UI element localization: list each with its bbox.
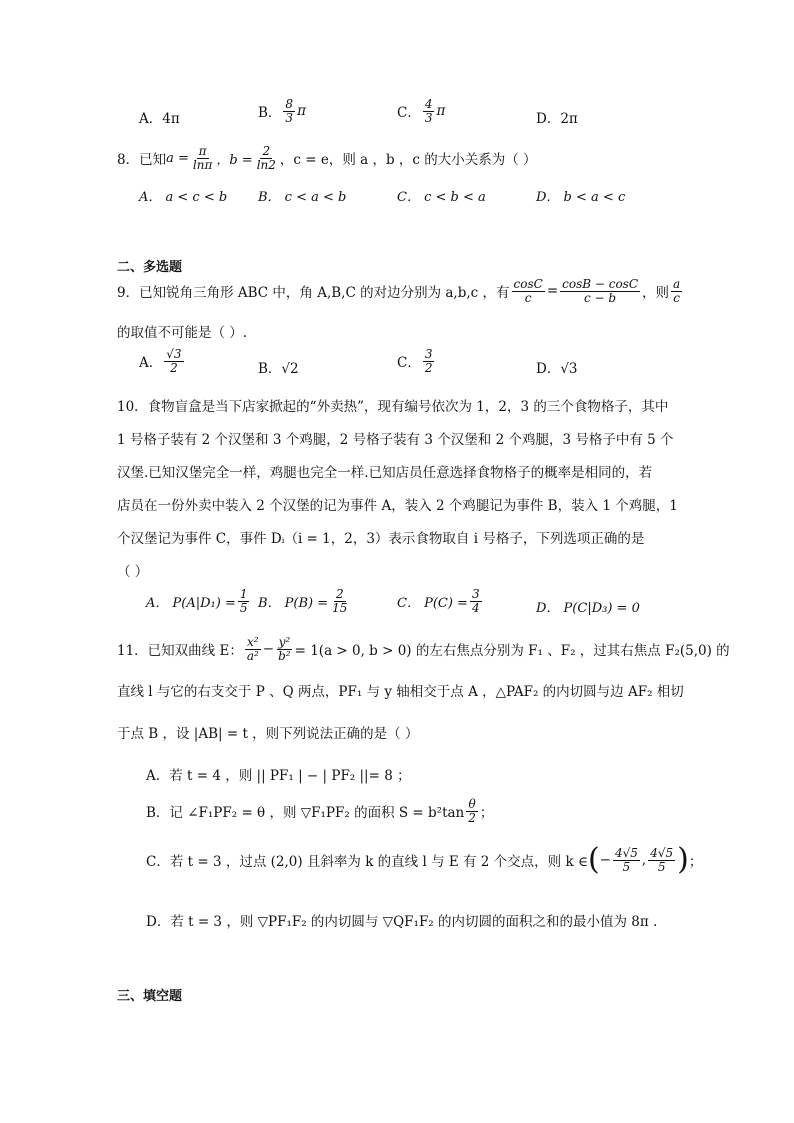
q10-line4: 店员在一份外卖中装入 2 个汉堡的记为事件 A，装入 2 个鸡腿记为事件 B，装入 1 个鸡腿，1 (117, 498, 678, 514)
q11-option-d: D．若 t = 3 ，则 ▽PF₁F₂ 的内切圆与 ▽QF₁F₂ 的内切圆的面积之和的最小值为 8π . (146, 914, 658, 930)
q10-line5: 个汉堡记为事件 C，事件 Dᵢ（i = 1，2，3）表示食物取自 i 号格子，下列选项正确的是 (117, 531, 645, 547)
q8-option-b: B． c < a < b (258, 190, 347, 205)
fraction: $\frac{\text{x²}}{\text{a²}}$ (246, 635, 259, 663)
fraction: $\frac{8}{3}$ (285, 97, 294, 125)
fraction: $\frac{2}{15}$ (332, 587, 348, 615)
q9-option-a: A． $\frac{√3}{2}$ (139, 347, 182, 375)
q11-line2: 直线 l 与它的右支交于 P 、Q 两点，PF₁ 与 y 轴相交于点 A ，△PAF₂ 的内切圆与边 AF₂ 相切 (117, 684, 684, 700)
fraction: $\frac{\cos C}{c}$ (513, 277, 543, 305)
q10-line3: 汉堡.已知汉堡完全一样，鸡腿也完全一样.已知店员任意选择食物格子的概率是相同的，若 (117, 465, 653, 481)
fraction: $\frac{4√5}{5}$ (650, 845, 674, 874)
q9-option-c: C． $\frac{3}{2}$ (397, 347, 433, 375)
q10-option-a: A． P(A|D₁) = $\frac{1}{5}$ (146, 587, 248, 615)
q10-line1: 10．食物盲盒是当下店家掀起的“外卖热”，现有编号依次为 1，2，3 的三个食物格子，其中 (117, 399, 669, 415)
fraction: $\frac{4√5}{5}$ (614, 845, 638, 874)
q10-line2: 1 号格子装有 2 个汉堡和 3 个鸡腿，2 号格子装有 3 个汉堡和 2 个鸡腿，3 号格子中有 5 个 (117, 432, 674, 448)
fraction: $\frac{4}{3}$ (424, 97, 433, 125)
fraction: $\frac{\cos B - \cos C}{c - b}$ (562, 277, 639, 305)
q8-option-d: D． b < a < c (536, 190, 626, 205)
q10-option-b: B． P(B) = $\frac{2}{15}$ (258, 587, 348, 615)
q8-option-a: A． a < c < b (139, 190, 228, 205)
q11-option-a: A．若 t = 4 ，则 || PF₁ | − | PF₂ ||= 8 ； (146, 768, 411, 784)
q10-option-d: D． P(C|D₃) = 0 (536, 601, 640, 616)
q11-option-b: B．记 ∠F₁PF₂ = θ ，则 ▽F₁PF₂ 的面积 S = b²tan $\frac{\theta}{2}$ ； (146, 797, 494, 825)
fraction: $\frac{1}{5}$ (239, 587, 248, 615)
q9-stem: 9．已知锐角三角形 ABC 中，角 A,B,C 的对边分别为 a,b,c ，有 $\frac{\cos C}{c}$ = $\frac{\cos B - \cos C}{c - b}$ ，则 $\frac{a}{c}$ (117, 277, 681, 305)
fraction: $\frac{2}{\ln 2}$ (256, 144, 276, 172)
fraction: $\frac{a}{c}$ (673, 277, 681, 305)
q7-option-b: B． $\frac{8}{3}$ π (258, 97, 306, 125)
fraction: $\frac{3}{4}$ (471, 587, 480, 615)
q8-stem: 8．已知 a = $\frac{\pi}{\ln\pi}$ ，b = $\frac{2}{\ln 2}$ ，c = e，则 a ，b ，c 的大小关系为（ ） (117, 144, 537, 172)
q10-line6: （ ） (117, 564, 149, 580)
q11-line3: 于点 B ，设 |AB| = t ，则下列说法正确的是（ ） (117, 726, 419, 742)
q7-option-a: A．4π (139, 111, 180, 127)
q9-option-b: B．√2 (258, 361, 299, 377)
q7-option-d: D．2π (536, 111, 578, 127)
fraction: $\frac{\pi}{\ln\pi}$ (192, 144, 213, 172)
q11-stem: 11．已知双曲线 E： $\frac{\text{x²}}{\text{a²}}$ − $\frac{\text{y²}}{\text{b²}}$ = 1(a > 0, b > 0) 的左右焦点分别为 F₁ 、F₂ ，过其右焦点 F₂(5,0) 的 (117, 635, 730, 663)
q8-option-c: C． c < b < a (397, 190, 486, 205)
q10-option-c: C． P(C) = $\frac{3}{4}$ (397, 587, 480, 615)
fraction: $\frac{√3}{2}$ (166, 347, 182, 375)
q11-option-c: C．若 t = 3 ，过点 (2,0) 且斜率为 k 的直线 l 与 E 有 2 个交点，则 k ∈ ( − $\frac{4√5}{5}$ , $\frac{4√5}{5}$ ) ； (146, 842, 703, 877)
fraction: $\frac{3}{2}$ (424, 347, 433, 375)
section-heading-fill-in: 三、填空题 (117, 989, 183, 1004)
section-heading-multiple-choice: 二、多选题 (117, 260, 183, 275)
q9-option-d: D．√3 (536, 361, 578, 377)
q7-option-c: C． $\frac{4}{3}$ π (397, 97, 446, 125)
fraction: $\frac{\text{y²}}{\text{b²}}$ (278, 635, 291, 663)
q9-stem-line2: 的取值不可能是（ ）. (117, 325, 248, 341)
fraction: $\frac{\theta}{2}$ (468, 797, 476, 825)
